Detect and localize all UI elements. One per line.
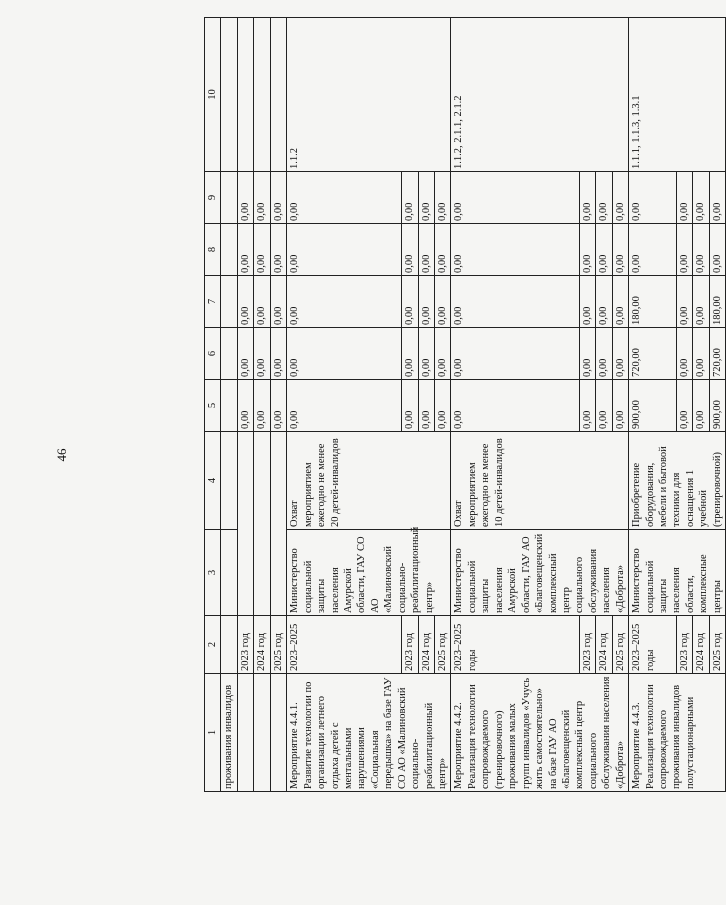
empty-cell (270, 432, 286, 616)
value-cell: 0,00 (270, 172, 286, 224)
year-cell: 2023 год (579, 616, 595, 674)
column-number: 8 (205, 224, 221, 276)
activity-name: Мероприятие 4.4.3. Реализация технологии сопровождаемого проживания инвалидов полустационарными (629, 674, 726, 792)
value-cell: 0,00 (402, 380, 418, 432)
year-cell: 2025 год (270, 616, 286, 674)
value-cell: 0,00 (435, 172, 451, 224)
empty-cell (254, 432, 270, 616)
indicator-cell: Охват мероприятием ежегодно не менее 10 детей-инвалидов (451, 432, 629, 530)
value-cell: 180,00 (629, 276, 677, 328)
value-cell: 0,00 (612, 328, 628, 380)
value-cell: 0,00 (596, 328, 612, 380)
value-cell: 900,00 (709, 380, 725, 432)
value-cell: 0,00 (287, 224, 402, 276)
value-cell: 0,00 (402, 276, 418, 328)
value-cell: 0,00 (254, 172, 270, 224)
value-cell: 0,00 (237, 172, 253, 224)
value-cell: 0,00 (629, 224, 677, 276)
column-number: 9 (205, 172, 221, 224)
value-cell: 0,00 (693, 380, 709, 432)
year-cell: 2025 год (435, 616, 451, 674)
value-cell: 0,00 (693, 276, 709, 328)
value-cell: 180,00 (709, 276, 725, 328)
year-cell: 2024 год (254, 616, 270, 674)
table-row (270, 18, 286, 792)
value-cell: 0,00 (596, 380, 612, 432)
indicator-cell: Охват мероприятием ежегодно не менее 20 детей-инвалидов (287, 432, 451, 530)
value-cell: 0,00 (237, 276, 253, 328)
value-cell: 0,00 (435, 328, 451, 380)
column-number: 10 (205, 18, 221, 172)
year-cell: 2023 год (402, 616, 418, 674)
value-cell: 0,00 (237, 328, 253, 380)
column-number: 7 (205, 276, 221, 328)
value-cell: 0,00 (254, 380, 270, 432)
value-cell: 0,00 (287, 380, 402, 432)
period-cell: 2023–2025 годы (451, 616, 579, 674)
value-cell: 0,00 (612, 380, 628, 432)
value-cell: 0,00 (676, 172, 692, 224)
empty-cell (254, 674, 270, 792)
value-cell: 0,00 (254, 276, 270, 328)
value-cell: 0,00 (676, 224, 692, 276)
continuation-row (221, 18, 237, 792)
activity-name: Мероприятие 4.4.2. Реализация технологии сопровождаемого (тренировочного) проживания малых групп инвалидов «Учусь жить самостоятельно» на базе ГАУ АО «Благовещенский комплексный центр социального обслуживания населения «Доброта» (451, 674, 629, 792)
value-cell: 0,00 (612, 172, 628, 224)
value-cell: 0,00 (418, 328, 434, 380)
value-cell: 0,00 (709, 172, 725, 224)
value-cell: 0,00 (579, 380, 595, 432)
column-number: 3 (205, 530, 221, 616)
year-cell: 2024 год (693, 616, 709, 674)
value-cell: 0,00 (676, 328, 692, 380)
value-cell: 0,00 (629, 172, 677, 224)
empty-cell (270, 18, 286, 172)
value-cell: 0,00 (270, 380, 286, 432)
value-cell: 0,00 (579, 276, 595, 328)
value-cell: 0,00 (237, 224, 253, 276)
value-cell: 0,00 (709, 224, 725, 276)
value-cell: 0,00 (612, 276, 628, 328)
value-cell: 0,00 (287, 328, 402, 380)
value-cell: 0,00 (451, 328, 579, 380)
indicator-cell: Приобретение оборудования, мебели и бытовой техники для оснащения 1 учебной (тренировочной) (629, 432, 726, 530)
year-cell: 2024 год (596, 616, 612, 674)
empty-cell (237, 674, 253, 792)
value-cell: 0,00 (270, 328, 286, 380)
value-cell: 0,00 (270, 276, 286, 328)
continuation-name: проживания инвалидов (221, 674, 237, 792)
year-cell: 2025 год (612, 616, 628, 674)
column-number: 4 (205, 432, 221, 530)
program-table (204, 17, 726, 792)
value-cell: 0,00 (676, 380, 692, 432)
year-cell: 2025 год (709, 616, 725, 674)
value-cell: 720,00 (629, 328, 677, 380)
executor-cell: Министерство социальной защиты населения Амурской области, ГАУ АО «Благовещенский комплексный центр социального обслуживания населения «Доброта» (451, 530, 629, 616)
activity-row (451, 18, 579, 792)
value-cell: 0,00 (287, 276, 402, 328)
header-row (205, 18, 221, 792)
column-number: 5 (205, 380, 221, 432)
value-cell: 0,00 (596, 172, 612, 224)
column-number: 2 (205, 616, 221, 674)
empty-cell (237, 18, 253, 172)
table-row (237, 18, 253, 792)
period-cell: 2023–2025 (287, 616, 402, 674)
column-number: 1 (205, 674, 221, 792)
value-cell: 0,00 (693, 328, 709, 380)
links-cell: 1.1.1, 1.1.3, 1.3.1 (629, 18, 726, 172)
value-cell: 0,00 (451, 172, 579, 224)
column-number: 6 (205, 328, 221, 380)
value-cell: 0,00 (418, 380, 434, 432)
rotated-page (100, 0, 723, 810)
executor-cell: Министерство социальной защиты населения Амурской области, ГАУ СО АО «Малиновский социально-реабилитационный центр» (287, 530, 451, 616)
value-cell: 0,00 (402, 328, 418, 380)
value-cell: 0,00 (287, 172, 402, 224)
value-cell: 900,00 (629, 380, 677, 432)
empty-cell (237, 432, 253, 616)
year-cell: 2024 год (418, 616, 434, 674)
activity-row (629, 18, 677, 792)
value-cell: 0,00 (579, 172, 595, 224)
period-cell: 2023–2025 годы (629, 616, 677, 674)
value-cell: 0,00 (451, 224, 579, 276)
value-cell: 720,00 (709, 328, 725, 380)
links-cell: 1.1.2 (287, 18, 451, 172)
activity-name: Мероприятие 4.4.1. Развитие технологии по организации летнего отдыха детей с ментальными нарушениями «Социальная передышка» на базе ГАУ СО АО «Малиновский социально-реабилитационный центр» (287, 674, 451, 792)
value-cell: 0,00 (418, 224, 434, 276)
executor-cell: Министерство социальной защиты населения области, комплексные центры (629, 530, 726, 616)
value-cell: 0,00 (270, 224, 286, 276)
activity-row (287, 18, 402, 792)
value-cell: 0,00 (579, 224, 595, 276)
value-cell: 0,00 (693, 224, 709, 276)
year-cell: 2023 год (237, 616, 253, 674)
value-cell: 0,00 (676, 276, 692, 328)
value-cell: 0,00 (254, 328, 270, 380)
value-cell: 0,00 (435, 224, 451, 276)
value-cell: 0,00 (237, 380, 253, 432)
value-cell: 0,00 (579, 328, 595, 380)
value-cell: 0,00 (612, 224, 628, 276)
page-number: 46 (54, 448, 69, 462)
links-cell: 1.1.2, 2.1.1, 2.1.2 (451, 18, 629, 172)
value-cell: 0,00 (435, 276, 451, 328)
value-cell: 0,00 (451, 380, 579, 432)
empty-cell (254, 18, 270, 172)
value-cell: 0,00 (451, 276, 579, 328)
value-cell: 0,00 (435, 380, 451, 432)
value-cell: 0,00 (418, 172, 434, 224)
table-body (205, 18, 726, 792)
value-cell: 0,00 (254, 224, 270, 276)
empty-cell (270, 674, 286, 792)
table-row (254, 18, 270, 792)
value-cell: 0,00 (596, 224, 612, 276)
value-cell: 0,00 (402, 172, 418, 224)
value-cell: 0,00 (596, 276, 612, 328)
value-cell: 0,00 (693, 172, 709, 224)
year-cell: 2023 год (676, 616, 692, 674)
value-cell: 0,00 (418, 276, 434, 328)
value-cell: 0,00 (402, 224, 418, 276)
table-frame (100, 0, 723, 810)
